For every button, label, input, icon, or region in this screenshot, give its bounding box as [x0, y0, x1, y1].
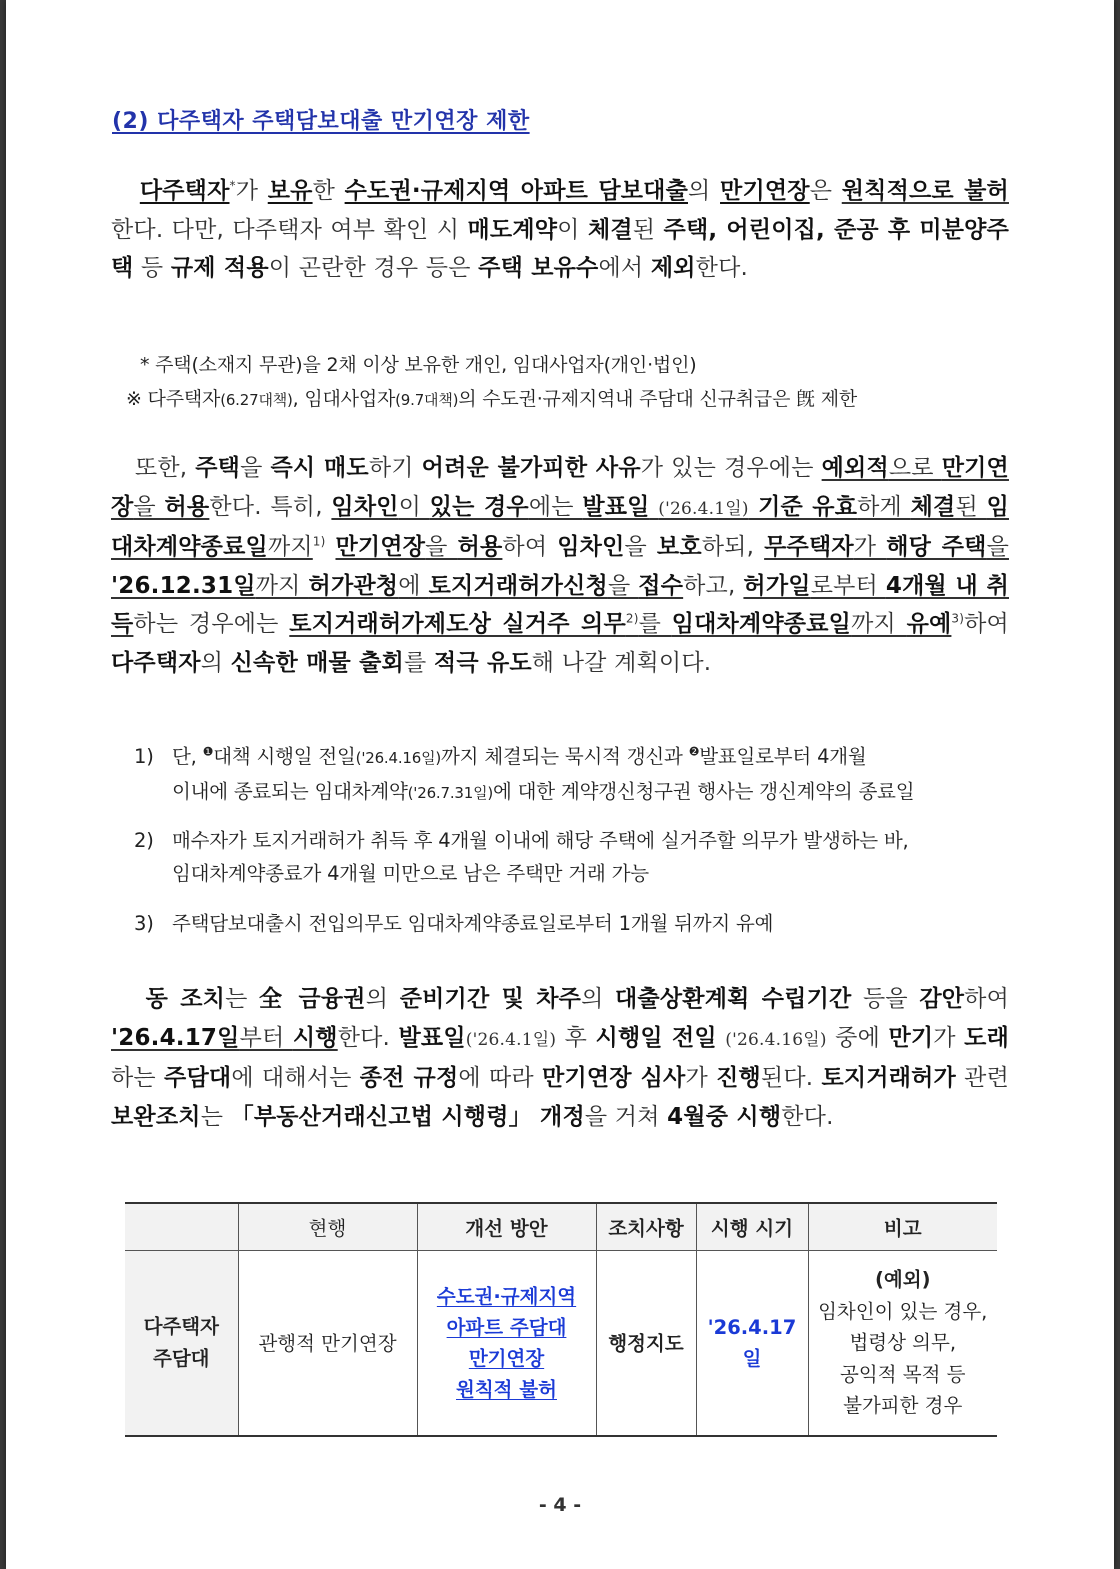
header-current: 현행	[238, 1203, 417, 1251]
paragraph-2: 또한, 주택을 즉시 매도하기 어려운 불가피한 사유가 있는 경우에는 예외적으로 만기연장을 허용한다. 특히, 임차인이 있는 경우에는 발표일 ('26.4.1일) 기준 유효하게 체결된 임대차계약종료일까지$^{1)}$ 만기연장을 허용하여 임차인을 보호하되, 무주택자가 해당 주택을 '26.12.31일까지 허가관청에 토지거래허가신청을 접수하고, 허가일로부터 4개월 내 취득하는 경우에는 토지거래허가제도상 실거주 의무$^{2)}$를 임대차계약종료일까지 유예$^{3)}$하여 다주택자의 신속한 매물 출회를 적극 유도해 나갈 계획이다.	[111, 455, 1009, 676]
paragraph-3: 동 조치는 全 금융권의 준비기간 및 차주의 대출상환계획 수립기간 등을 감안하여 '26.4.17일부터 시행한다. 발표일('26.4.1일) 후 시행일 전일 ('26.4.16일) 중에 만기가 도래하는 주담대에 대해서는 종전 규정에 따라 만기연장 심사가 진행된다. 토지거래허가 관련 보완조치는 「부동산거래신고법 시행령」 개정을 거쳐 4월중 시행한다.	[111, 986, 1010, 1130]
note-reference: ※ 다주택자(6.27대책), 임대사업자(9.7대책)의 수도권·규제지역내 주담대 신규취급은 旣 제한	[126, 388, 858, 410]
summary-table	[125, 1202, 997, 1437]
date-cell: '26.4.17일	[696, 1251, 808, 1437]
current-cell: 관행적 만기연장	[238, 1251, 417, 1437]
row-head-cell: 다주택자 주담대	[125, 1251, 238, 1437]
table-row	[125, 1251, 997, 1437]
table-header-row	[125, 1203, 997, 1251]
header-date: 시행 시기	[696, 1203, 808, 1251]
remarks-cell: (예외) 임차인이 있는 경우, 법령상 의무, 공익적 목적 등 불가피한 경우	[808, 1251, 997, 1437]
paragraph-1: 다주택자*가 보유한 수도권·규제지역 아파트 담보대출의 만기연장은 원칙적으로 불허한다. 다만, 다주택자 여부 확인 시 매도계약이 체결된 주택, 어린이집, 준공 후 미분양주택 등 규제 적용이 곤란한 경우 등은 주택 보유수에서 제외한다.	[111, 178, 1009, 282]
page-number: - 4 -	[538, 1494, 582, 1516]
note-asterisk: * 주택(소재지 무관)을 2채 이상 보유한 개인, 임대사업자(개인·법인)	[140, 354, 697, 376]
header-improvement: 개선 방안	[417, 1203, 596, 1251]
header-remarks: 비고	[808, 1203, 997, 1251]
header-empty	[125, 1203, 238, 1251]
document-page: (2) 다주택자 주택담보대출 만기연장 제한 다주택자*가 보유한 수도권·규제지역 아파트 담보대출의 만기연장은 원칙적으로 불허한다. 다만, 다주택자 여부 확인 시 매도계약이 체결된 주택, 어린이집, 준공 후 미분양주택 등 규제 적용이 곤란한 경우 등은 주택 보유수에서 제외한다. * 주택(소재지 무관)을 2채 이상 보유한 개인, 임대사업자(개인·법인) ※ 다주택자(6.27대책), 임대사업자(9.7대책)의 수도권·규제지역내 주담대 신규취급은 旣 제한 또한, 주택을 즉시 매도하기 어려운 불가피한 사유가 있는 경우에는 예외적으로 만기연장을 허용한다. 특히, 임차인이 있는 경우에는 발표일 ('26.4.1일) 기준 유효하게 체결된 임대차계약종료일까지$^{1)}$ 만기연장을 허용하여 임차인을 보호하되, 무주택자가 해당 주택을 '26.12.31일까지 허가관청에 토지거래허가신청을 접수하고, 허가일로부터 4개월 내 취득하는 경우에는 토지거래허가제도상 실거주 의무$^{2)}$를 임대차계약종료일까지 유예$^{3)}$하여 다주택자의 신속한 매물 출회를 적극 유도해 나갈 계획이다. 1) 단, $^❶$대책 시행일 전일('26.4.16일)까지 체결되는 묵시적 갱신과 $^❷$발표일로부터 4개월 이내에 종료되는 임대차계약('26.7.31일)에 대한 계약갱신청구권 행사는 갱신계약의 종료일 2) 매수자가 토지거래허가 취득 후 4개월 이내에 해당 주택에 실거주할 의무가 발생하는 바, 임대차계약종료가 4개월 미만으로 남은 주택만 거래 가능 3) 주택담보대출시 전입의무도 임대차계약종료일로부터 1개월 뒤까지 유예 동 조치는 全 금융권의 준비기간 및 차주의 대출상환계획 수립기간 등을 감안하여 '26.4.17일부터 시행한다. 발표일('26.4.1일) 후 시행일 전일 ('26.4.16일) 중에 만기가 도래하는 주담대에 대해서는 종전 규정에 따라 만기연장 심사가 진행된다. 토지거래허가 관련 보완조치는 「부동산거래신고법 시행령」 개정을 거쳐 4월중 시행한다. 현행 개선 방안 조치사항 시행 시기 비고 다주택자 주담대 관행적 만기연장 수도권·규제지역 아파트 주담대 만기연장 원칙적 불허 행정지도 '26.4.17일 (예외) 임차인이 있는 경우, 법령상 의무, 공익적 목적 등 불가피한 경우 - 4 -	[6, 0, 1114, 1569]
action-cell: 행정지도	[596, 1251, 696, 1437]
section-heading: (2) 다주택자 주택담보대출 만기연장 제한	[112, 109, 530, 134]
header-action: 조치사항	[596, 1203, 696, 1251]
improvement-cell: 수도권·규제지역 아파트 주담대 만기연장 원칙적 불허	[417, 1251, 596, 1437]
